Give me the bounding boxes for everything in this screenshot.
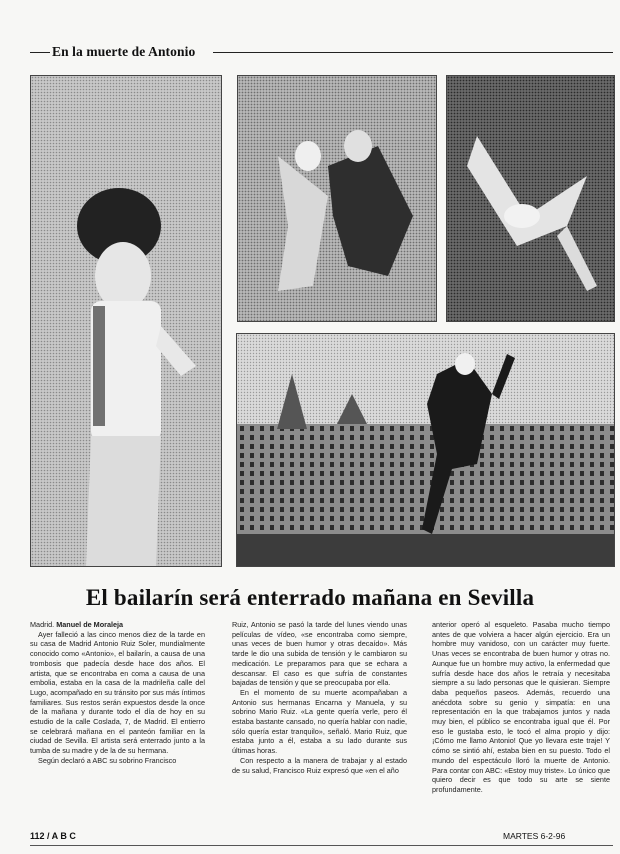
escorial-dancer-photo	[236, 333, 615, 567]
ballet-leap-photo	[446, 75, 615, 322]
dateline-paragraph	[30, 620, 205, 630]
portrait-photo	[30, 75, 222, 567]
article-column-1	[30, 620, 205, 815]
publication-date: MARTES 6-2-96	[503, 831, 566, 841]
article-place: Madrid.	[30, 620, 55, 629]
article-column-2	[232, 620, 407, 815]
article-column-3	[432, 620, 610, 815]
footer-rule	[30, 845, 613, 846]
article-paragraph: Según declaró a ABC su sobrino Francisco	[38, 755, 177, 765]
article-paragraph: Ruiz, Antonio se pasó la tarde del lunes viendo unas películas de vídeo, «se encontraba como siempre, unas veces de buen humor y otras decaído». Más tarde le dio una subida de tensión y le cambiaron su medicación. Le preparamos para que se echara a descansar. El caso es que sufría de constantes bajadas de tensión y que se preocupaba por ella.	[232, 620, 407, 688]
article-paragraph: anterior operó al esqueleto. Pasaba mucho tiempo antes de que volviera a hacer algún ejercicio. Era un hombre muy vanidoso, con un carácter muy fuerte. Unas veces se encontraba de buen humor y otras no. Aunque fue un hombre muy activo, la enfermedad que sufría desde hace dos años le retraía y necesitaba siempre a su lado personas que le quisieran. Siempre daba pequeños paseos. Además, recuerdo una anécdota sobre su genio y simpatía: en una representación en la que trabajamos juntos y nada muy bien, el público se encontraba igual que él. Por eso le gustaba esto, le tocó el alma propio y dijo: ¡Cómo me llamo Antonio! Que yo llevara este traje! Y cómo se sintió ahí, estaba bien en su puesto. Todo el mundo del espectáculo lloró la muerte de Antonio. Para contar con ABC: «Estoy muy triste». Lo único que quiero decir es que todo su arte se siente profundamente.	[432, 620, 610, 794]
dancing-couple-photo	[237, 75, 437, 322]
article-paragraph: Ayer falleció a las cinco menos diez de la tarde en su casa de Madrid Antonio Ruiz Soler, mundialmente conocido como «Antonio», el bailarín, a causa de una trombosis que padecía desde hace dos años. El artista, que se encontraba en coma a causa de una embolia, estaba en la casa de la madrileña calle del Lugo, acompañado en su tránsito por sus más íntimos familiares. Sus restos serán expuestos desde la once de la mañana y durante todo el día de hoy en su estudio de la calle Coslada, 7, de Madrid. El entierro se celebrará mañana en el panteón familiar en la ciudad de Sevilla. El artista será enterrado junto a la tumba de su madre y de la de su hermana.	[30, 629, 205, 756]
headline: El bailarín será enterrado mañana en Sevilla	[85, 585, 535, 610]
article-paragraph: Con respecto a la manera de trabajar y al estado de su salud, Francisco Ruiz expresó que «en el año	[232, 755, 407, 775]
page-number: 112 / A B C	[30, 831, 76, 841]
article-byline: Manuel de Moraleja	[56, 620, 124, 629]
article-paragraph: En el momento de su muerte acompañaban a Antonio sus hermanas Encarna y Manuela, y su sobrino Mario Ruiz. «La gente quería verle, pero él estaba bastante cansado, no quería hablar con nadie, sólo quería estar tranquilo», señaló. Mario Ruiz, que estaba junto a él, estaba a su lado durante sus últimas horas.	[232, 687, 407, 756]
section-title: En la muerte de Antonio	[52, 44, 196, 59]
section-rule-right	[213, 52, 613, 53]
section-rule-left	[30, 52, 50, 53]
